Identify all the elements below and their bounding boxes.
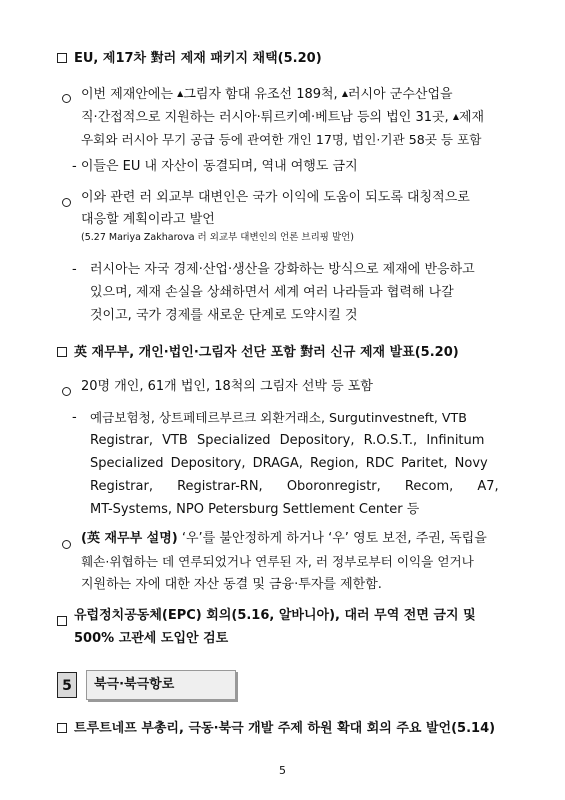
section-title-box: 북극·북극항로 <box>86 670 236 700</box>
circle-bullet-icon <box>62 89 71 111</box>
dash-russia-statement: - 러시아는 자국 경제·산업·생산을 강화하는 방식으로 제재에 반응하고 있으며, 제재 손실을 상쇄하면서 세계 여러 나라들과 협력해 나갈 것이고, 국가 경제를 새로운 단계로 도약시킬 것 <box>72 258 517 328</box>
heading-uk-sanctions: 英 재무부, 개인·법인·그림자 선단 포함 對러 신규 제재 발표(5.20) <box>57 342 527 364</box>
bullet-line: (英 재무부 설명) ‘우’를 불안정하게 하거나 ‘우’ 영토 보전, 주권, 독립을 <box>81 531 487 546</box>
dash-line: Specialized Depository, DRAGA, Region, RDC Paritet, Novy <box>90 456 488 471</box>
heading-trutnev: 트루트네프 부총리, 극동·북극 개발 주제 하원 확대 회의 주요 발언(5.14) <box>57 718 532 740</box>
dash-asset-freeze: - 이들은 EU 내 자산이 동결되며, 역내 여행도 금지 <box>72 159 358 174</box>
bullet-line: 지원하는 자에 대한 자산 동결 및 금융·투자를 제한함. <box>81 577 382 592</box>
triangle-icon: ▲ <box>452 112 459 121</box>
bullet-line: 이번 제재안에는 ▲그림자 함대 유조선 189척, ▲러시아 군수산업을 <box>81 87 453 102</box>
page-number: 5 <box>279 764 286 777</box>
heading-line: 500% 고관세 도입안 검토 <box>74 631 229 646</box>
dash-line: 것이고, 국가 경제를 새로운 단계로 도약시킬 것 <box>90 308 358 323</box>
source-note: (5.27 Mariya Zakharova 러 외교부 대변인의 언론 브리핑 발언) <box>81 232 355 243</box>
bullet-line: 이와 관련 러 외교부 대변인은 국가 이익에 도움이 되도록 대칭적으로 <box>81 190 470 205</box>
heading-line: 유럽정치공동체(EPC) 회의(5.16, 알바니아), 대러 무역 전면 금지 및 <box>74 608 476 623</box>
circle-bullet-icon <box>62 534 71 557</box>
bullet-line: 20명 개인, 61개 법인, 18척의 그림자 선박 등 포함 <box>81 379 373 394</box>
dash-line: MT-Systems, NPO Petersburg Settlement Center 등 <box>90 502 420 517</box>
dash-line: Registrar, Registrar-RN, Oboronregistr, Recom, A7, <box>90 479 499 494</box>
bullet-line: 훼손·위협하는 데 연루되었거나 연루된 자, 러 정부로부터 이익을 얻거나 <box>81 554 474 569</box>
square-bullet-icon <box>57 610 74 633</box>
circle-bullet-icon <box>62 193 71 215</box>
bullet-line: 직·간접적으로 지원하는 러시아·튀르키예·베트남 등의 법인 31곳, ▲제재 <box>81 110 485 125</box>
triangle-icon: ▲ <box>341 89 348 98</box>
dash-uk-entities: - 예금보험청, 상트페테르부르크 외환거래소, Surgutinvestneft, VTB Registrar, VTB Specialized Depository, R.O.S.T., Infinitum Specialized Depository, DRAGA, Region, RDC Paritet, Novy Registrar, Registrar-RN, Oboronregistr, Recom, A7, MT-Systems, NPO Petersburg Settlement Center 등 <box>72 406 517 524</box>
bullet-uk-explanation <box>62 527 517 597</box>
heading-epc-meeting <box>57 604 527 650</box>
bullet-line: 우회와 러시아 무기 공급 등에 관여한 개인 17명, 법인·기관 58곳 등 포함 <box>81 132 482 147</box>
bullet-eu-package-content <box>62 83 517 149</box>
square-bullet-icon <box>57 53 67 63</box>
square-bullet-icon <box>57 723 67 733</box>
dash-line: 있으며, 제재 손실을 상쇄하면서 세계 여러 나라들과 협력해 나갈 <box>90 285 454 300</box>
square-bullet-icon <box>57 347 67 357</box>
dash-line: 러시아는 자국 경제·산업·생산을 강화하는 방식으로 제재에 반응하고 <box>90 262 475 277</box>
section-number-box: 5 <box>57 672 77 698</box>
bullet-russia-response <box>62 187 517 249</box>
heading-eu-sanctions: EU, 제17차 對러 제재 패키지 채택(5.20) <box>57 48 527 70</box>
bullet-line: 대응할 계획이라고 발언 <box>81 212 215 227</box>
triangle-icon: ▲ <box>177 89 184 98</box>
dash-line: Registrar, VTB Specialized Depository, R.O.S.T., Infinitum <box>90 433 485 448</box>
dash-line: 예금보험청, 상트페테르부르크 외환거래소, Surgutinvestneft, VTB <box>90 410 467 425</box>
circle-bullet-icon <box>62 382 71 404</box>
